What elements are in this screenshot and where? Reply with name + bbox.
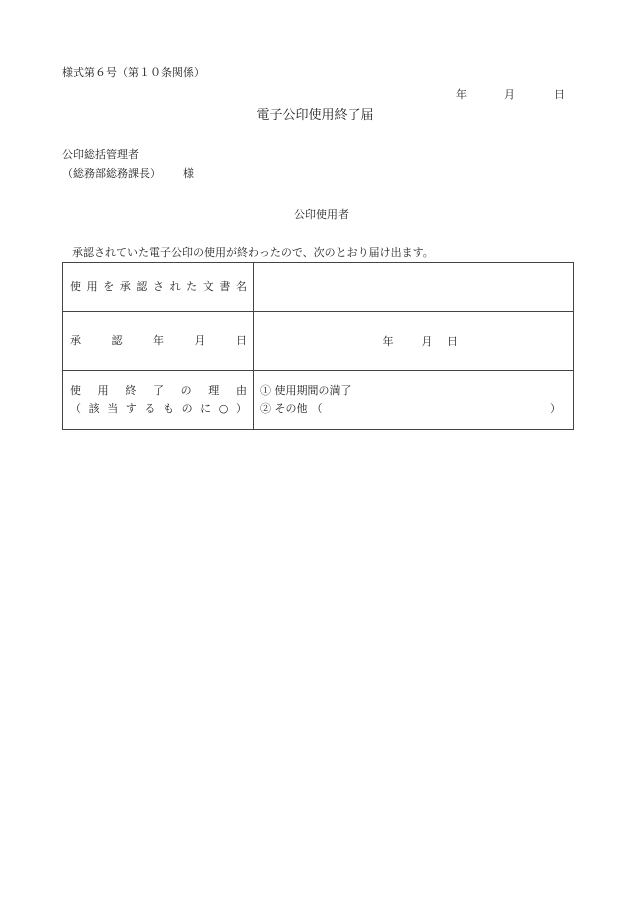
addressee-title: 公印総括管理者 <box>62 148 139 161</box>
label-char: れ <box>169 280 181 293</box>
label-char: 使 <box>70 280 81 293</box>
label-char: る <box>144 402 156 415</box>
label-char: す <box>125 402 137 415</box>
label-char: 用 <box>97 384 109 397</box>
form-number: 様式第６号（第１０条関係） <box>62 66 205 79</box>
label-char: 名 <box>235 280 247 293</box>
document-title: 電子公印使用終了届 <box>256 108 374 123</box>
label-char: 承 <box>70 334 81 347</box>
label-char: 使 <box>70 384 81 397</box>
approval-year-label: 年 <box>382 335 394 348</box>
label-char: 承 <box>119 280 131 293</box>
label-char: 理 <box>208 384 220 397</box>
label-char: の <box>180 384 192 397</box>
approval-date-label <box>63 312 254 371</box>
label-char: 認 <box>136 280 148 293</box>
label-char: に <box>200 402 212 415</box>
label-char: ） <box>235 402 247 415</box>
table-row-end-reason <box>63 371 574 430</box>
reason-other-paren-open: （ <box>311 402 323 415</box>
label-char: 書 <box>219 280 231 293</box>
form-table <box>62 262 574 430</box>
table-row-document-name <box>63 263 574 312</box>
reason-option-other-text: ② その他 <box>260 402 308 415</box>
approval-month-label: 月 <box>421 335 433 348</box>
label-char: （ <box>70 402 81 415</box>
label-char: も <box>162 402 174 415</box>
label-char: 日 <box>236 334 247 347</box>
submission-date <box>456 86 565 102</box>
label-char: 終 <box>125 384 137 397</box>
label-char: 該 <box>88 402 100 415</box>
table-row-approval-date <box>63 312 574 371</box>
label-char: さ <box>152 280 164 293</box>
reason-option-other[interactable] <box>254 400 573 418</box>
label-char: 由 <box>235 384 247 397</box>
label-char: 用 <box>86 280 98 293</box>
reason-other-paren-close: ） <box>550 402 561 415</box>
label-char: 月 <box>194 334 206 347</box>
addressee-department-text: （総務部総務課長） <box>62 167 161 180</box>
label-char: ○ <box>218 402 229 415</box>
label-char: 当 <box>107 402 119 415</box>
addressee-honorific: 様 <box>183 167 194 180</box>
date-year-label: 年 <box>456 88 467 101</box>
end-reason-options <box>254 371 574 430</box>
applicant-label: 公印使用者 <box>294 208 349 221</box>
reason-option-expired-text: ① 使用期間の満了 <box>260 384 352 397</box>
label-char: 年 <box>153 334 164 347</box>
label-char: た <box>186 280 198 293</box>
reason-option-expired[interactable] <box>254 382 573 400</box>
approval-day-label: 日 <box>447 335 458 348</box>
intro-text: 承認されていた電子公印の使用が終わったので、次のとおり届け出ます。 <box>72 246 434 259</box>
document-name-label <box>63 263 254 312</box>
addressee-department <box>62 165 194 181</box>
approval-date-field[interactable] <box>254 312 574 371</box>
end-reason-label <box>63 371 254 430</box>
label-char: 文 <box>202 280 214 293</box>
document-name-field[interactable] <box>254 263 574 312</box>
label-char: 認 <box>111 334 123 347</box>
date-month-label: 月 <box>504 88 515 101</box>
label-char: を <box>103 280 115 293</box>
label-char: の <box>181 402 193 415</box>
date-day-label: 日 <box>554 88 565 101</box>
label-char: 了 <box>152 384 164 397</box>
